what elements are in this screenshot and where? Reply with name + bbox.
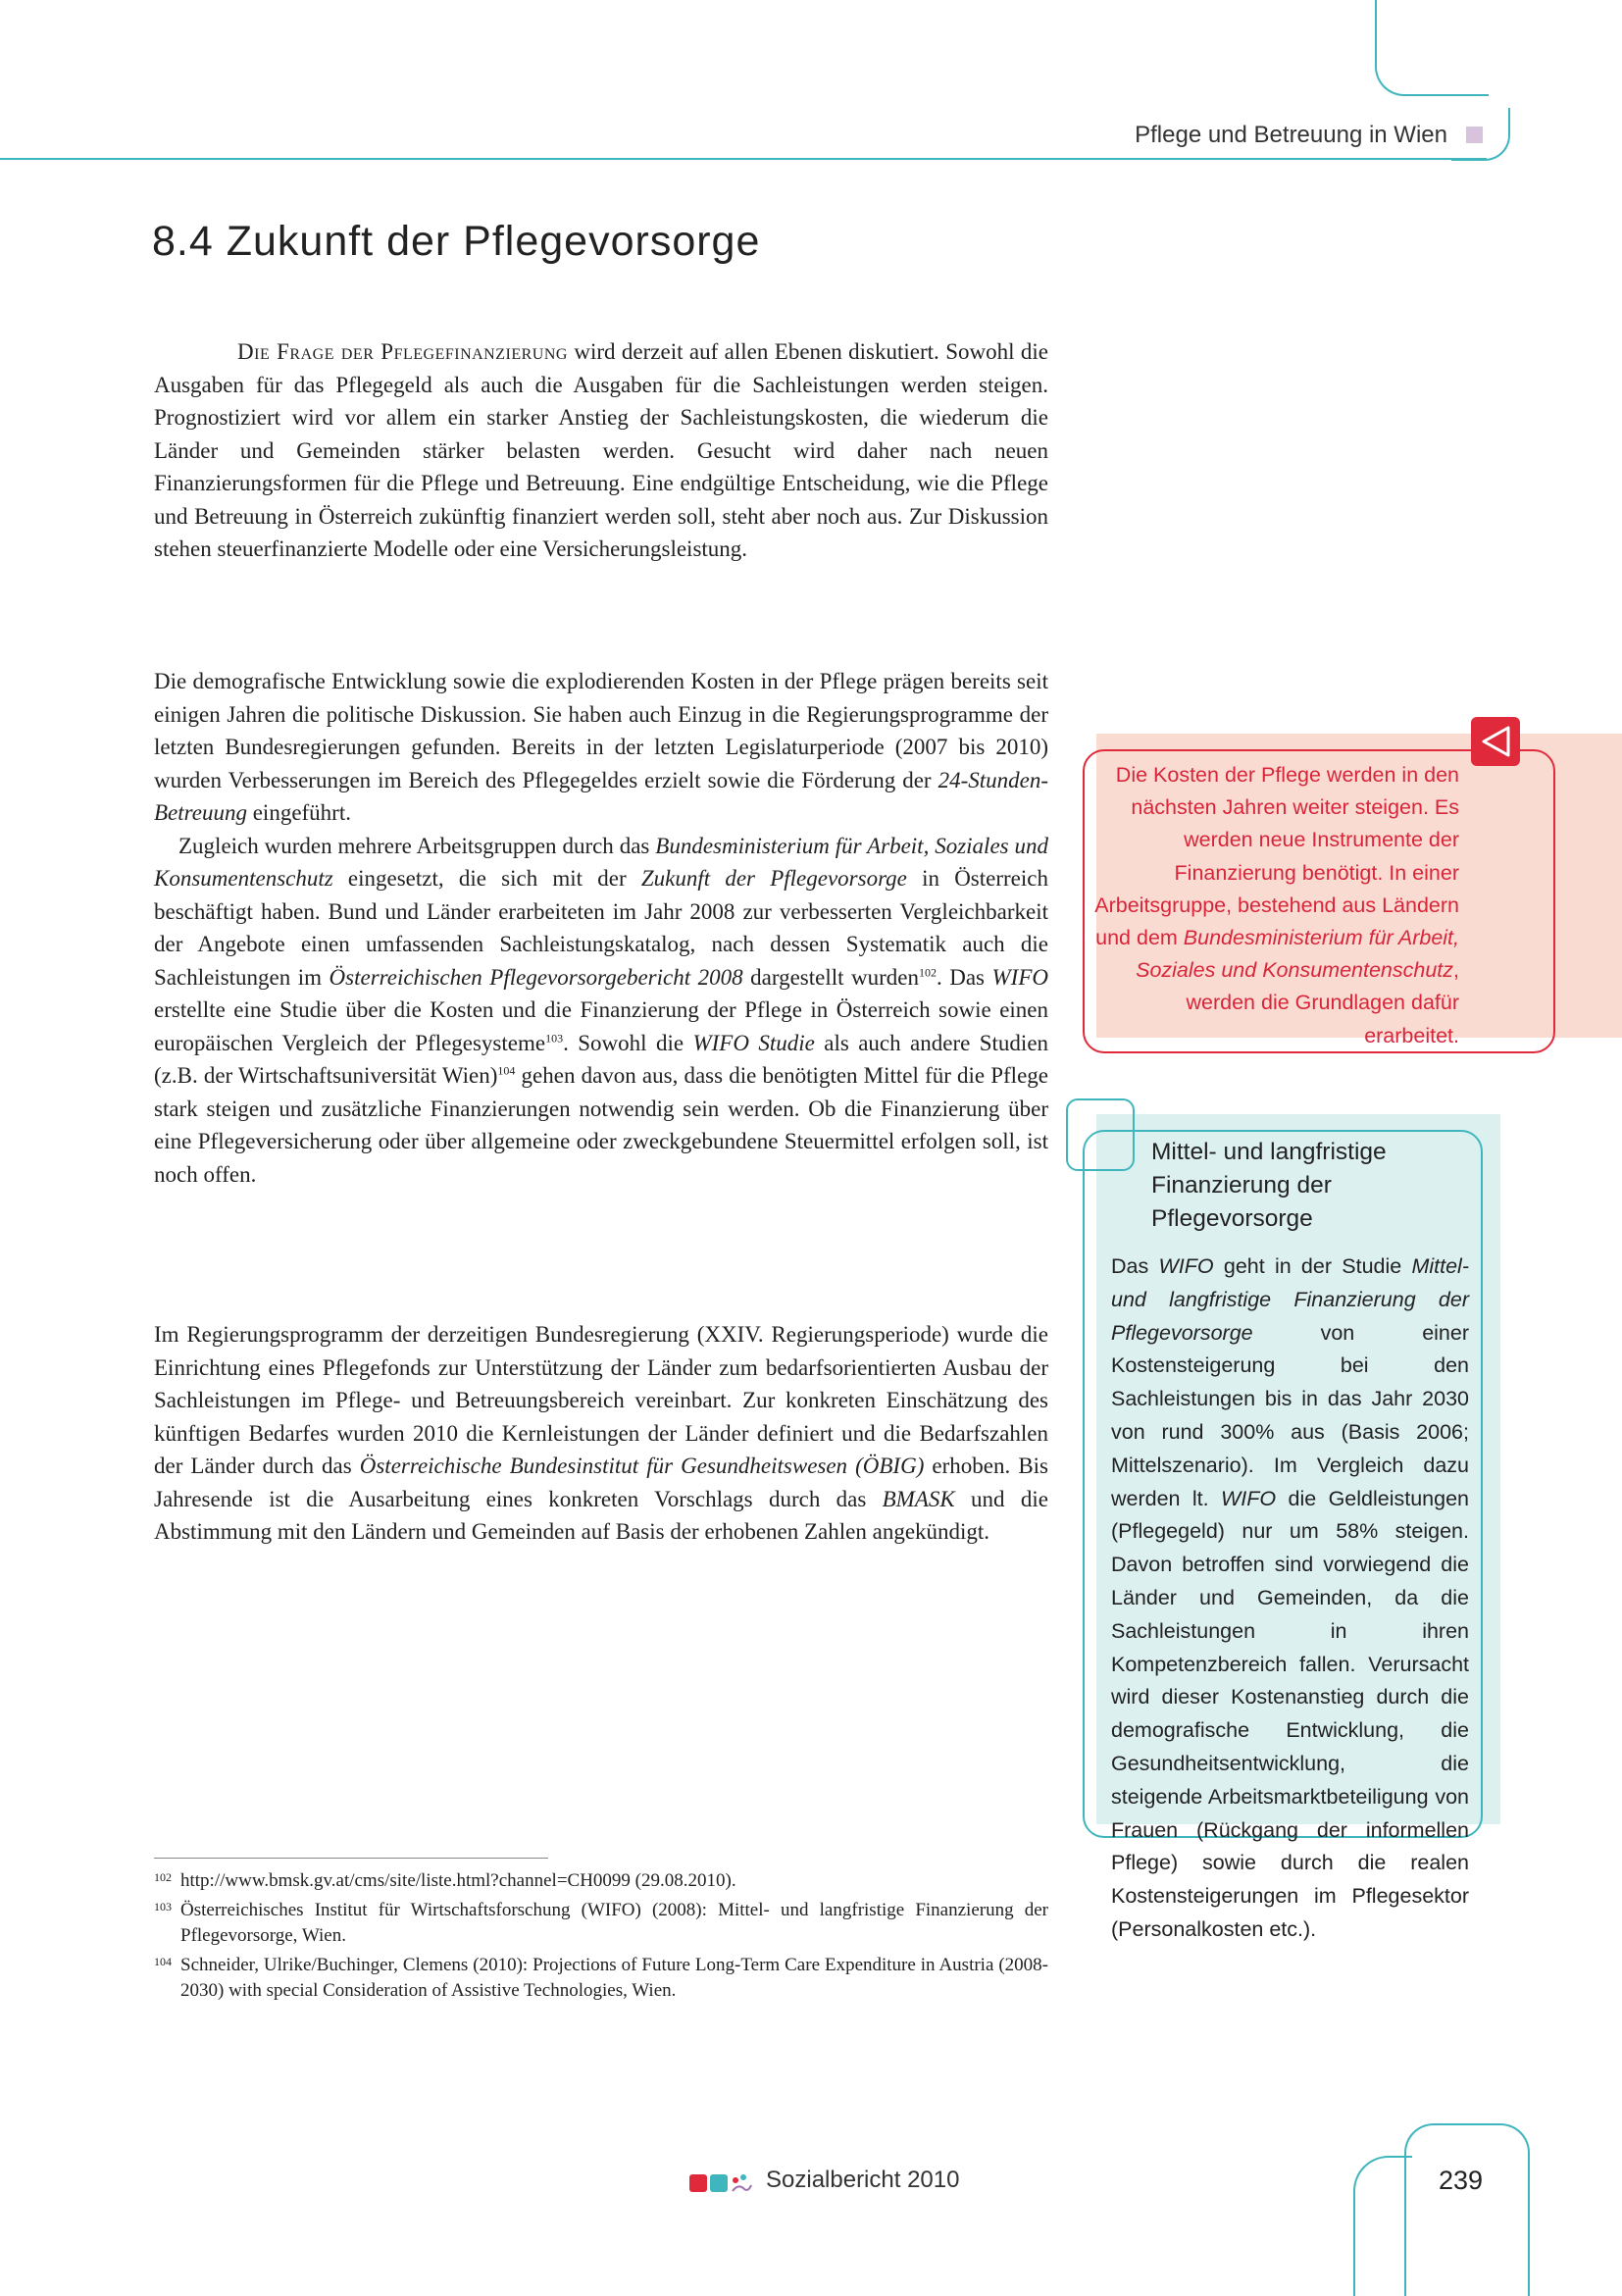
section-title: 8.4 Zukunft der Pflegevorsorge [152, 218, 761, 265]
main-text-block-2 [154, 665, 1048, 1191]
footer-title: Sozialbericht 2010 [766, 2167, 960, 2193]
info-box-title: Mittel- und langfristige Finanzierung der Pflegevorsorge [1151, 1139, 1387, 1232]
footnote-ref-102: 102 [918, 964, 937, 979]
sozialbericht-logo-icon [689, 2171, 752, 2195]
page-number: 239 [1439, 2166, 1484, 2195]
paragraph-3: Zugleich wurden mehrere Arbeitsgruppen durch das Bundesministerium für Arbeit, Soziales und Konsumentenschutz eingesetzt, die sich mit der Zukunft der Pflegevorsorge in Österreich beschäftigt haben. Bund und Länder erarbeiteten im Jahr 2008 zur verbesserten Vergleichbarkeit der Angebote einen umfassenden Sachleistungskatalog, nach dessen Systematik auch die Sachleistungen im Österreichischen Pflegevorsorgebericht 2008 dargestellt wurden$^{102}$. Das WIFO erstellte eine Studie über die Kosten und die Finanzierung der Pflege in Österreich sowie einen europäischen Vergleich der Pflegesysteme$^{103}$. Sowohl die WIFO Studie als auch andere Studien (z.B. der Wirtschaftsuniversität Wien)$^{104}$ gehen davon aus, dass die benötigten Mittel für die Pflege stark steigen und zusätzliche Finanzierungen notwendig sein werden. Ob die Finanzierung über eine Pflegeversicherung oder über allgemeine oder zweckgebundene Steuermittel erfolgen soll, ist noch offen. [154, 833, 1049, 1187]
summary-box-text: Die Kosten der Pflege werden in den nächsten Jahren weiter steigen. Es werden neue Instrumente der Finanzierung benötigt. In einer Arbeitsgruppe, bestehend aus Ländern und dem Bundesministerium für Arbeit, Soziales und Konsumentenschutz, werden die Grundlagen dafür erarbeitet. [1094, 763, 1459, 1047]
main-text-block-1 [154, 335, 1048, 566]
info-box-tab-decoration [1066, 1098, 1135, 1171]
header-square-icon [1466, 127, 1483, 143]
footnotes [154, 1868, 1048, 2008]
paragraph-1: Die Frage der Pflegefinanzierung wird derzeit auf allen Ebenen diskutiert. Sowohl die Ausgaben für das Pflegegeld als auch die Ausgaben für die Sachleistungen werden steigen. Prognostiziert wird vor allem ein starker Anstieg der Sachleistungskosten, die wiederum die Länder und Gemeinden stärker belasten werden. Gesucht wird daher nach neuen Finanzierungsformen für die Pflege und Betreuung. Eine endgültige Entscheidung, wie die Pflege und Betreuung in Österreich zukünftig finanziert werden soll, steht aber noch aus. Zur Diskussion stehen steuerfinanzierte Modelle oder eine Versicherungsleistung. [154, 339, 1048, 561]
footnote-rule [154, 1858, 548, 1859]
info-box-text: Das WIFO geht in der Studie Mittel- und langfristige Finanzierung der Pflegevorsorge von einer Kostensteigerung bei den Sachleistungen bis in das Jahr 2030 von rund 300% aus (Basis 2006; Mittelszenario). Im Vergleich dazu werden lt. WIFO die Geldleistungen (Pflegegeld) nur um 58% steigen. Davon betroffen sind vorwiegend die Länder und Gemeinden, da die Sachleistungen in ihren Kompetenzbereich fallen. Verursacht wird dieser Kostenanstieg durch die demografische Entwicklung, die Gesundheitsentwicklung, die steigende Arbeitsmarktbeteiligung von Frauen (Rückgang der informellen Pflege) sowie durch die realen Kostensteigerungen im Pflegesektor (Personalkosten etc.). [1111, 1254, 1470, 1941]
header-rule [0, 158, 1487, 160]
paragraph-2: Die demografische Entwicklung sowie die explodierenden Kosten in der Pflege prägen bereits seit einigen Jahren die politische Diskussion. Sie haben auch Einzug in die Regierungsprogramme der letzten Bundesregierungen gefunden. Bereits in der letzten Legislaturperiode (2007 bis 2010) wurden Verbesserungen im Bereich des Pflegegeldes erzielt sowie die Förderung der 24-Stunden-Betreuung eingeführt. [154, 669, 1048, 825]
paragraph-1-lead: Die Frage der Pflegefinanzierung [237, 339, 568, 364]
main-text-block-3 [154, 1318, 1048, 1549]
footnote-ref-103: 103 [545, 1030, 564, 1045]
triangle-marker-icon [1471, 717, 1520, 766]
header-corner-decoration [1375, 0, 1489, 96]
footer-curve-decoration [1353, 2156, 1412, 2296]
footnote-103: 103 Österreichisches Institut für Wirtschaftsforschung (WIFO) (2008): Mittel- und langfristige Finanzierung der Pflegevorsorge, Wien. [154, 1899, 1048, 1946]
footnote-ref-104: 104 [497, 1063, 516, 1078]
footnote-104: 104 Schneider, Ulrike/Buchinger, Clemens (2010): Projections of Future Long-Term Care Expenditure in Austria (2008-2030) with special Consideration of Assistive Technologies, Wien. [154, 1954, 1048, 2001]
paragraph-4: Im Regierungsprogramm der derzeitigen Bundesregierung (XXIV. Regierungsperiode) wurde die Einrichtung eines Pflegefonds zur Unterstützung der Länder zum bedarfsorientierten Ausbau der Sachleistungen im Pflege- und Betreuungsbereich vereinbart. Zur konkreten Einschätzung des künftigen Bedarfes wurden 2010 die Kernleistungen der Länder definiert und die Bedarfszahlen der Länder durch das Österreichische Bundesinstitut für Gesundheitswesen (ÖBIG) erhoben. Bis Jahresende ist die Ausarbeitung eines konkreten Vorschlags durch das BMASK und die Abstimmung mit den Ländern und Gemeinden auf Basis der erhobenen Zahlen angekündigt. [154, 1322, 1048, 1544]
footer-page-box [1404, 2123, 1530, 2296]
footnote-102: 102 http://www.bmsk.gv.at/cms/site/liste.html?channel=CH0099 (29.08.2010). [154, 1870, 736, 1891]
running-head: Pflege und Betreuung in Wien [1135, 122, 1447, 148]
